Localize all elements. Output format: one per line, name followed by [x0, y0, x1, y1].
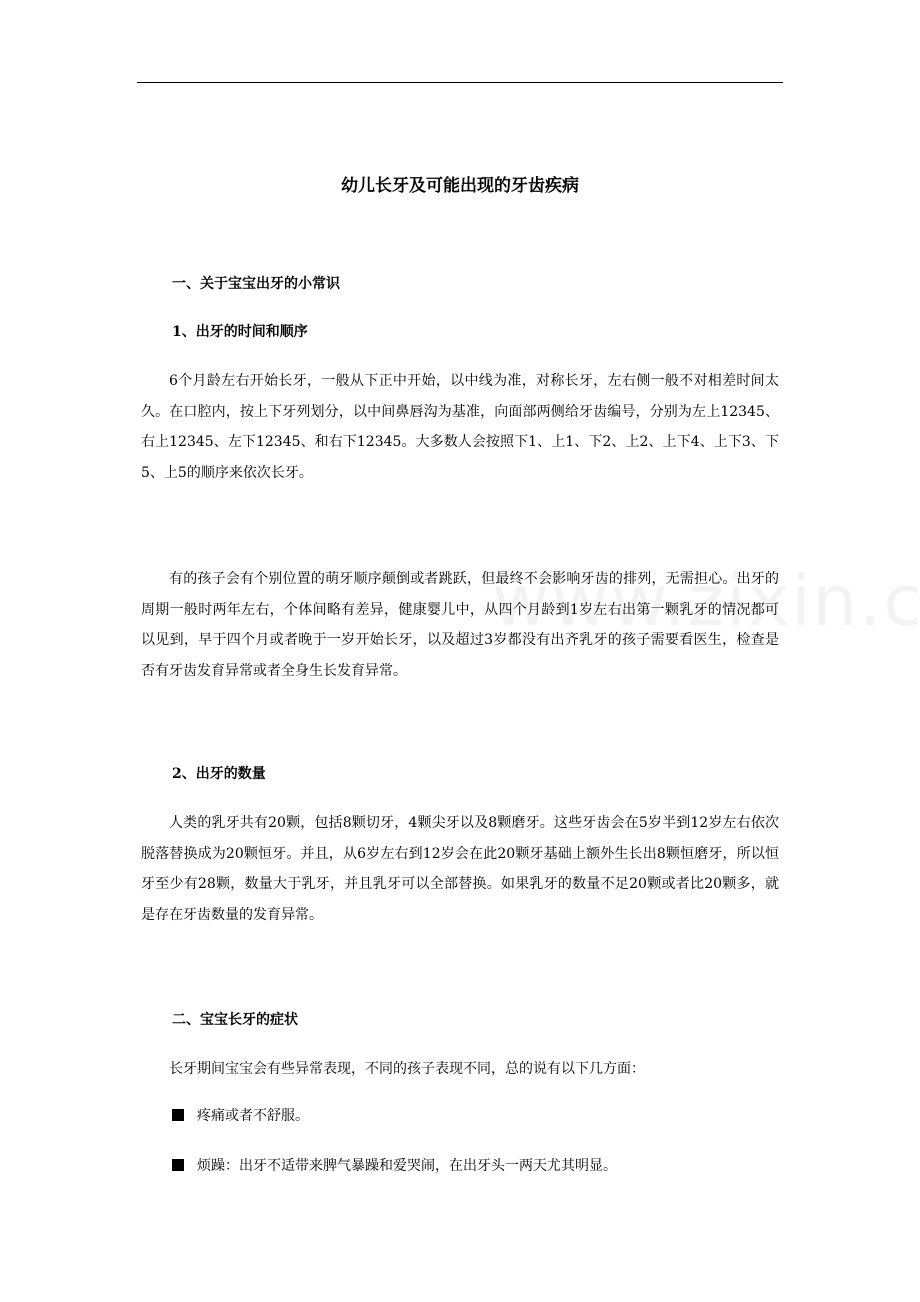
- paragraph-teething-order: 6个月龄左右开始长牙，一般从下正中开始，以中线为准，对称长牙，左右侧一般不对相差时间太久。在口腔内，按上下牙列划分，以中间鼻唇沟为基准，向面部两侧给牙齿编号，分别为左上12345、右上12345、左下12345、和右下12345。大多数人会按照下1、上1、下2、上2、上下4、上下3、下5、上5的顺序来依次长牙。: [141, 373, 779, 481]
- document-title: 幼儿长牙及可能出现的牙齿疾病: [341, 176, 579, 196]
- list-item-bullet: [172, 1104, 309, 1128]
- subsection-heading-2: 2、出牙的数量: [172, 766, 266, 782]
- paragraph-symptoms-intro: 长牙期间宝宝会有些异常表现，不同的孩子表现不同，总的说有以下几方面：: [169, 1061, 645, 1077]
- square-bullet-icon: [172, 1109, 184, 1121]
- list-item-text: 疼痛或者不舒服。: [197, 1108, 309, 1124]
- subsection-heading-1: 1、出牙的时间和顺序: [172, 324, 308, 340]
- section-heading-1: 一、关于宝宝出牙的小常识: [172, 276, 340, 292]
- list-item-text: 烦躁：出牙不适带来脾气暴躁和爱哭闹，在出牙头一两天尤其明显。: [197, 1158, 617, 1174]
- list-item-bullet: [172, 1154, 617, 1178]
- paragraph-tooth-count: 人类的乳牙共有20颗，包括8颗切牙，4颗尖牙以及8颗磨牙。这些牙齿会在5岁半到12岁左右依次脱落替换成为20颗恒牙。并且，从6岁左右到12岁会在此20颗牙基础上额外生长出8颗恒磨牙，所以恒牙至少有28颗，数量大于乳牙，并且乳牙可以全部替换。如果乳牙的数量不足20颗或者比20颗多，就是存在牙齿数量的发育异常。: [141, 815, 779, 923]
- section-heading-2: 二、宝宝长牙的症状: [172, 1012, 298, 1028]
- header-rule: [137, 82, 783, 83]
- paragraph-teething-period: 有的孩子会有个别位置的萌牙顺序颠倒或者跳跃，但最终不会影响牙齿的排列，无需担心。出牙的周期一般时两年左右，个体间略有差异，健康婴儿中，从四个月龄到1岁左右出第一颗乳牙的情况都可以见到，早于四个月或者晚于一岁开始长牙，以及超过3岁都没有出齐乳牙的孩子需要看医生，检查是否有牙齿发育异常或者全身生长发育异常。: [141, 571, 779, 679]
- square-bullet-icon: [172, 1159, 184, 1171]
